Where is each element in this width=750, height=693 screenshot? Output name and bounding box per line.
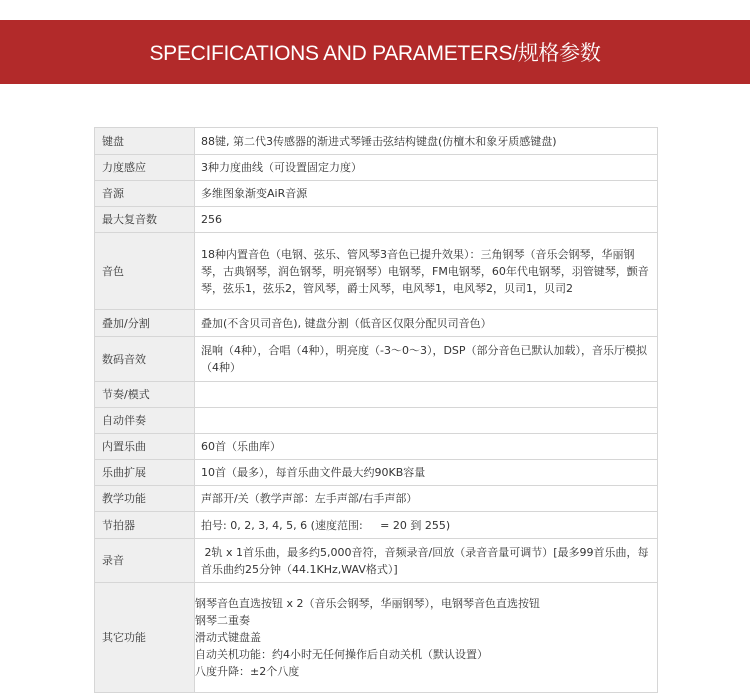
spec-value: 3种力度曲线（可设置固定力度）: [195, 155, 658, 181]
spec-label: 数码音效: [95, 337, 195, 382]
spec-row-keyboard: [95, 128, 658, 155]
spec-label: 键盘: [95, 128, 195, 155]
spec-row-sound-source: [95, 181, 658, 207]
spec-row-other: [95, 583, 658, 693]
spec-value: 2轨 x 1首乐曲，最多约5,000音符，音频录音/回放（录音音量可调节）[最多99首乐曲，每首乐曲约25分钟（44.1KHz,WAV格式）]: [195, 539, 658, 583]
spec-value: 18种内置音色（电钢、弦乐、管风琴3音色已提升效果）：三角钢琴（音乐会钢琴，华丽钢琴，古典钢琴，润色钢琴，明亮钢琴）电钢琴，FM电钢琴，60年代电钢琴，羽管键琴，颤音琴，弦乐1，弦乐2，管风琴，爵士风琴，电风琴1，电风琴2，贝司1，贝司2: [195, 233, 658, 310]
spec-row-metronome: [95, 512, 658, 539]
spec-label: 叠加/分割: [95, 310, 195, 337]
spec-label: 自动伴奏: [95, 408, 195, 434]
spec-value: 声部开/关（教学声部：左手声部/右手声部）: [195, 486, 658, 512]
spec-value-list: [195, 583, 658, 693]
spec-label: 音源: [95, 181, 195, 207]
feature-line: 自动关机功能：约4小时无任何操作后自动关机（默认设置）: [195, 648, 488, 661]
feature-line: 滑动式键盘盖: [195, 631, 261, 644]
spec-row-velocity: [95, 155, 658, 181]
spec-row-rhythm: [95, 382, 658, 408]
section-title-banner: [0, 20, 750, 84]
feature-line: 钢琴二重奏: [195, 614, 250, 627]
spec-label: 教学功能: [95, 486, 195, 512]
spec-label: 音色: [95, 233, 195, 310]
spec-row-tones: [95, 233, 658, 310]
spec-row-song-expansion: [95, 460, 658, 486]
spec-label: 力度感应: [95, 155, 195, 181]
spec-row-lesson: [95, 486, 658, 512]
spec-label: 节奏/模式: [95, 382, 195, 408]
spec-label: 内置乐曲: [95, 434, 195, 460]
spec-value: 叠加(不含贝司音色), 键盘分割（低音区仅限分配贝司音色）: [195, 310, 658, 337]
spec-value: 88键, 第二代3传感器的渐进式琴锤击弦结构键盘(仿檀木和象牙质感键盘): [195, 128, 658, 155]
spec-value: [195, 408, 658, 434]
spec-label: 最大复音数: [95, 207, 195, 233]
feature-line: 钢琴音色直选按钮 x 2（音乐会钢琴，华丽钢琴），电钢琴音色直选按钮: [195, 597, 540, 610]
spec-row-recording: [95, 539, 658, 583]
spec-label: 其它功能: [95, 583, 195, 693]
spec-value: 256: [195, 207, 658, 233]
spec-value: [195, 382, 658, 408]
spec-row-accompaniment: [95, 408, 658, 434]
feature-line: 八度升降：±2个八度: [195, 665, 300, 678]
spec-label: 录音: [95, 539, 195, 583]
spec-value: 60首（乐曲库）: [195, 434, 658, 460]
spec-value: 拍号: 0, 2, 3, 4, 5, 6 (速度范围: = 20 到 255): [195, 512, 658, 539]
spec-row-songs: [95, 434, 658, 460]
spec-row-effects: [95, 337, 658, 382]
spec-row-layer-split: [95, 310, 658, 337]
spec-value: 10首（最多），每首乐曲文件最大约90KB容量: [195, 460, 658, 486]
spec-value: 混响（4种），合唱（4种），明亮度（-3～0～3），DSP（部分音色已默认加载），音乐厅模拟（4种）: [195, 337, 658, 382]
spec-label: 节拍器: [95, 512, 195, 539]
section-title: SPECIFICATIONS AND PARAMETERS/规格参数: [149, 42, 601, 65]
spec-row-polyphony: [95, 207, 658, 233]
spec-table: [94, 127, 658, 693]
spec-label: 乐曲扩展: [95, 460, 195, 486]
spec-value: 多维图象渐变AiR音源: [195, 181, 658, 207]
